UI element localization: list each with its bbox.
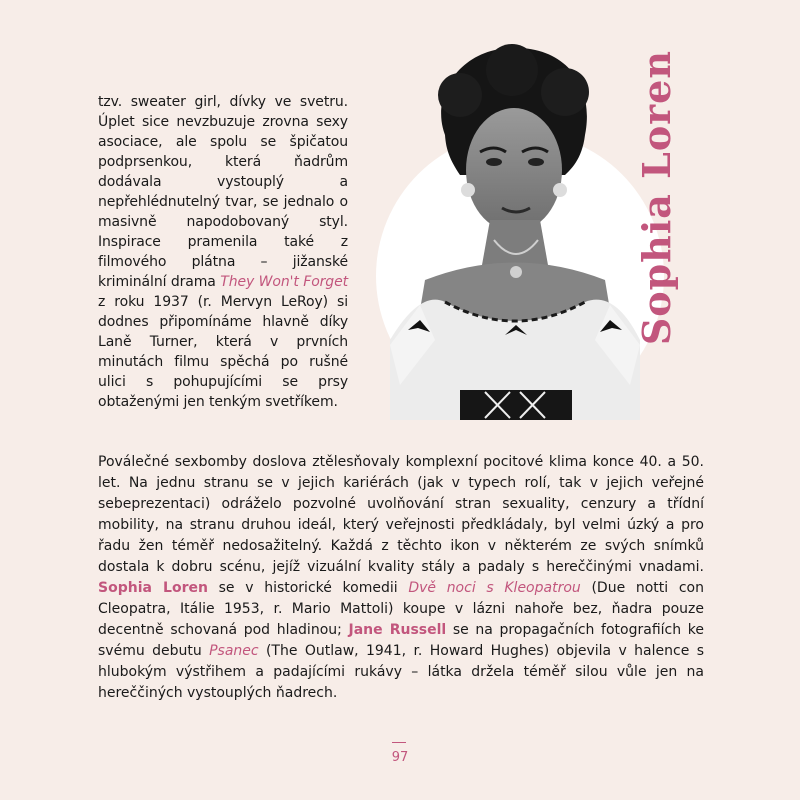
movie-title-dve-noci: Dvě noci s Kleopatrou [408, 580, 581, 596]
paragraph-2-text-b: se v historické komedii [207, 580, 409, 596]
sophia-loren-portrait-image [390, 40, 640, 420]
movie-title-they-wont-forget: They Won't Forget [220, 274, 348, 290]
movie-title-psanec: Psanec [209, 643, 259, 659]
title-sophia-loren: Sophia Loren [634, 50, 679, 346]
paragraph-1-text-a: tzv. sweater girl, dívky ve svetru. Úplet sice nevzbuzuje zrovna sexy asociace, ale spolu se špičatou podprsenkou, která ňadrům dodávala vystouplý a nepřehlédnutelný tvar, se jednalo o masivně napodobovaný styl. Inspirace pramenila také z filmového plátna – jižanské kriminální drama [98, 94, 348, 290]
vertical-title [634, 50, 690, 346]
paragraph-2-text-e: (The Outlaw, 1941, r. Howard Hughes) objevila v halence s hlubokým výstřihem a padajícími rukávy – látka držela téměř silou vůle jen na hereččiných vystouplých ňadrech. [98, 643, 704, 701]
paragraph-2-text-d: se na propagačních fotografiích ke svému debutu [98, 622, 704, 659]
paragraph-2-text-c: (Due notti con Cleopatra, Itálie 1953, r. Mario Mattoli) koupe v lázni nahoře bez, ňadra pouze decentně schovaná pod hladinou; [98, 580, 704, 638]
page-number: 97 [391, 750, 409, 765]
paragraph-1 [98, 92, 348, 412]
name-jane-russell: Jane Russell [348, 622, 447, 638]
left-column-text [98, 92, 348, 412]
paragraph-2-text-a: Poválečné sexbomby doslova ztělesňovaly komplexní pocitové klima konce 40. a 50. let. Na jednu stranu se v jejich kariérách (jak v typech rolí, tak v jejich veřejné sebeprezentaci) odráželo pozvolné uvolňování stran sexuality, cenzury a třídní mobility, na stranu druhou ideál, který veřejnosti předkládaly, byl velmi úzký a pro řadu žen téměř nedosažitelný. Každá z těchto ikon v některém ze svých snímků dostala k dobru scénu, jejíž vizuální kvality stály a padaly s hereččinými vnadami. [98, 454, 704, 575]
page-number-rule [392, 742, 406, 743]
name-sophia-loren: Sophia Loren [98, 580, 208, 596]
paragraph-1-text-b: z roku 1937 (r. Mervyn LeRoy) si dodnes připomínáme hlavně díky Laně Turner, která v prvních minutách filmu spěchá po rušné ulici s pohupujícími se prsy obtaženými jen tenkým svetříkem. [98, 294, 348, 410]
paragraph-2 [98, 452, 704, 704]
